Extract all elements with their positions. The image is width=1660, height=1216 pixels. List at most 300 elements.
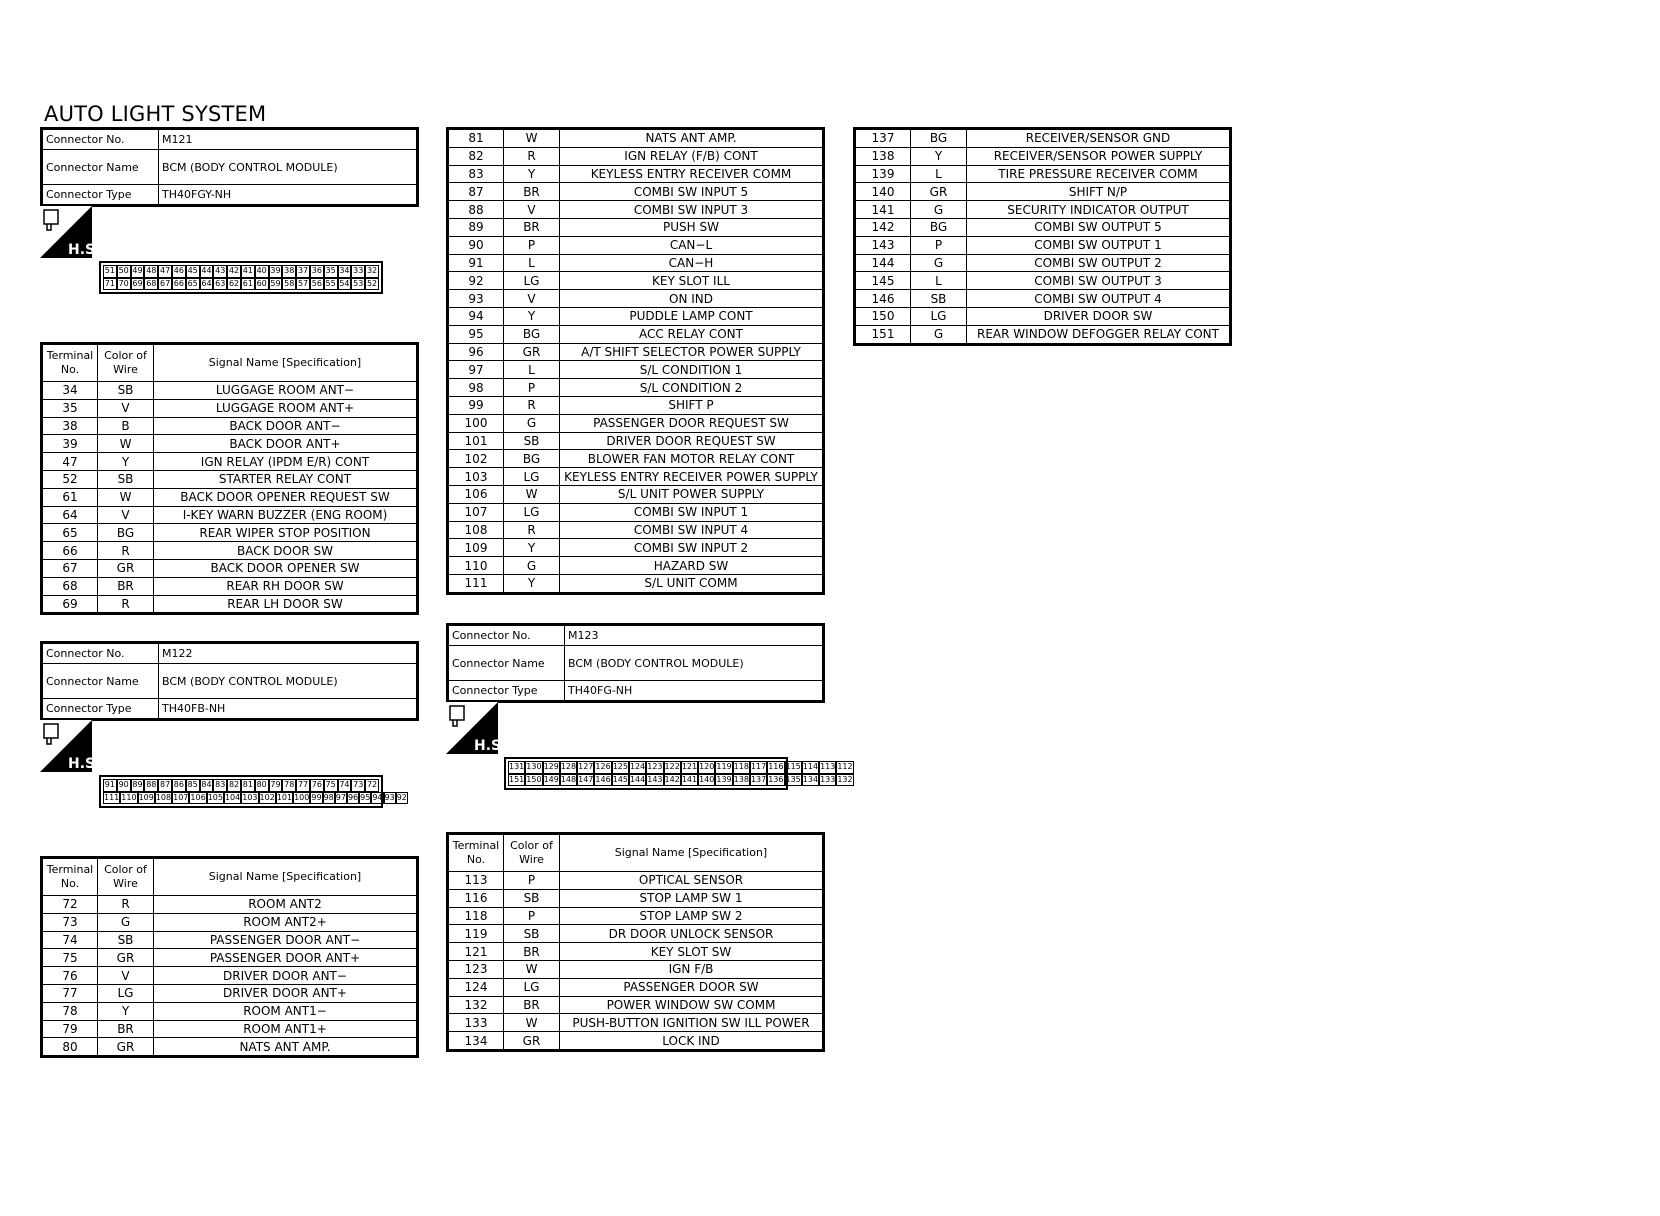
cavity-number: 144 <box>629 774 646 787</box>
color-of-wire-header: Color of Wire <box>98 858 154 896</box>
cavity-number: 77 <box>296 779 310 792</box>
signal-name-cell: DR DOOR UNLOCK SENSOR <box>560 925 824 943</box>
signal-name-cell: REAR WINDOW DEFOGGER RELAY CONT <box>967 325 1231 344</box>
wire-color-cell: R <box>98 896 154 914</box>
cavity-number: 131 <box>508 761 525 774</box>
terminal-no-cell: 142 <box>855 218 911 236</box>
connector-name-value: BCM (BODY CONTROL MODULE) <box>159 150 418 185</box>
wire-color-cell: L <box>504 254 560 272</box>
cavity-number: 73 <box>351 779 365 792</box>
wire-color-cell: LG <box>504 503 560 521</box>
table-row <box>855 290 1231 308</box>
terminal-no-cell: 64 <box>42 506 98 524</box>
signal-name-cell: ACC RELAY CONT <box>560 325 824 343</box>
signal-name-cell: CAN−H <box>560 254 824 272</box>
connector-no-label: Connector No. <box>448 625 565 646</box>
terminal-no-cell: 123 <box>448 960 504 978</box>
terminal-no-cell: 68 <box>42 577 98 595</box>
cavity-number: 80 <box>255 779 269 792</box>
wire-color-cell: BR <box>504 943 560 961</box>
wire-color-cell: Y <box>98 453 154 471</box>
terminal-no-cell: 82 <box>448 147 504 165</box>
signal-name-cell: SHIFT P <box>560 396 824 414</box>
terminal-no-cell: 87 <box>448 183 504 201</box>
terminal-no-cell: 76 <box>42 967 98 985</box>
cavity-number: 92 <box>396 792 408 805</box>
signal-name-cell: BACK DOOR SW <box>154 542 418 560</box>
cavity-number: 87 <box>158 779 172 792</box>
signal-name-cell: S/L CONDITION 1 <box>560 361 824 379</box>
signal-name-cell: NATS ANT AMP. <box>154 1038 418 1057</box>
table-row <box>855 147 1231 165</box>
wire-color-cell: P <box>504 379 560 397</box>
signal-name-cell: BACK DOOR OPENER SW <box>154 559 418 577</box>
table-row <box>42 1020 418 1038</box>
table-row <box>448 325 824 343</box>
terminal-no-cell: 146 <box>855 290 911 308</box>
cavity-number: 59 <box>269 278 283 291</box>
wire-color-cell: W <box>98 488 154 506</box>
signal-name-cell: A/T SHIFT SELECTOR POWER SUPPLY <box>560 343 824 361</box>
cavity-number: 84 <box>200 779 214 792</box>
cavity-number: 33 <box>351 265 365 278</box>
cavity-number: 140 <box>698 774 715 787</box>
terminal-no-cell: 83 <box>448 165 504 183</box>
cavity-number: 124 <box>629 761 646 774</box>
cavity-number: 35 <box>324 265 338 278</box>
wire-color-cell: G <box>911 254 967 272</box>
terminal-no-cell: 103 <box>448 468 504 486</box>
cavity-number: 128 <box>560 761 577 774</box>
table-row <box>448 165 824 183</box>
table-row <box>855 183 1231 201</box>
signal-name-cell: BACK DOOR ANT− <box>154 417 418 435</box>
terminal-no-cell: 107 <box>448 503 504 521</box>
signal-name-cell: COMBI SW INPUT 4 <box>560 521 824 539</box>
wire-color-cell: BR <box>504 996 560 1014</box>
connector-name-value: BCM (BODY CONTROL MODULE) <box>159 664 418 699</box>
wire-color-cell: W <box>504 960 560 978</box>
wire-color-cell: LG <box>504 272 560 290</box>
table-row <box>855 254 1231 272</box>
wire-color-cell: V <box>98 967 154 985</box>
terminal-no-cell: 116 <box>448 889 504 907</box>
cavity-number: 41 <box>241 265 255 278</box>
table-row <box>448 129 824 148</box>
terminal-no-header: Terminal No. <box>448 834 504 872</box>
cavity-number: 32 <box>365 265 379 278</box>
terminal-no-cell: 73 <box>42 913 98 931</box>
wire-color-cell: V <box>504 201 560 219</box>
connector-type-value: TH40FGY-NH <box>159 185 418 206</box>
cavity-number: 90 <box>117 779 131 792</box>
cavity-number: 115 <box>785 761 802 774</box>
cavity-number: 100 <box>293 792 310 805</box>
signal-name-cell: ROOM ANT1− <box>154 1002 418 1020</box>
connector-type-value: TH40FB-NH <box>159 699 418 720</box>
cavity-number: 86 <box>172 779 186 792</box>
signal-name-cell: DRIVER DOOR SW <box>967 307 1231 325</box>
wire-color-cell: Y <box>504 165 560 183</box>
cavity-number: 58 <box>282 278 296 291</box>
signal-name-cell: KEY SLOT SW <box>560 943 824 961</box>
cavity-number: 123 <box>646 761 663 774</box>
table-row <box>42 470 418 488</box>
cavity-number: 111 <box>103 792 120 805</box>
table-row <box>448 236 824 254</box>
connector-name-label: Connector Name <box>42 664 159 699</box>
terminal-no-cell: 95 <box>448 325 504 343</box>
terminal-no-cell: 47 <box>42 453 98 471</box>
terminal-no-cell: 113 <box>448 872 504 890</box>
signal-name-cell: ROOM ANT2+ <box>154 913 418 931</box>
cavity-number: 149 <box>543 774 560 787</box>
cavity-number: 93 <box>384 792 396 805</box>
cavity-number: 108 <box>155 792 172 805</box>
cavity-number: 57 <box>296 278 310 291</box>
signal-name-cell: RECEIVER/SENSOR POWER SUPPLY <box>967 147 1231 165</box>
cavity-number: 116 <box>767 761 784 774</box>
terminal-no-cell: 151 <box>855 325 911 344</box>
terminal-no-cell: 92 <box>448 272 504 290</box>
table-row <box>448 978 824 996</box>
signal-name-cell: COMBI SW INPUT 1 <box>560 503 824 521</box>
terminal-no-cell: 98 <box>448 379 504 397</box>
table-row <box>42 967 418 985</box>
wire-color-cell: P <box>911 236 967 254</box>
table-row <box>42 382 418 400</box>
wire-color-cell: R <box>504 147 560 165</box>
terminal-no-cell: 150 <box>855 307 911 325</box>
terminal-no-cell: 133 <box>448 1014 504 1032</box>
signal-name-cell: OPTICAL SENSOR <box>560 872 824 890</box>
connector-latch <box>504 743 566 757</box>
cavity-number: 132 <box>836 774 853 787</box>
cavity-number: 109 <box>138 792 155 805</box>
cavity-number: 113 <box>819 761 836 774</box>
table-row <box>448 925 824 943</box>
table-row <box>855 165 1231 183</box>
cavity-number: 122 <box>664 761 681 774</box>
table-row <box>448 557 824 575</box>
cavity-number: 148 <box>560 774 577 787</box>
harness-side-icon <box>446 702 507 758</box>
connector-info-m123 <box>446 623 825 703</box>
connector-name-label: Connector Name <box>42 150 159 185</box>
cavity-number: 40 <box>255 265 269 278</box>
terminal-no-cell: 61 <box>42 488 98 506</box>
table-row <box>448 521 824 539</box>
cavity-number: 141 <box>681 774 698 787</box>
cavity-number: 139 <box>715 774 732 787</box>
terminal-no-cell: 137 <box>855 129 911 148</box>
cavity-number: 136 <box>767 774 784 787</box>
cavity-number: 42 <box>227 265 241 278</box>
pin-table-m123-b <box>853 127 1232 346</box>
wire-color-cell: BG <box>504 325 560 343</box>
table-row <box>855 236 1231 254</box>
table-row <box>42 506 418 524</box>
table-row <box>448 290 824 308</box>
wire-color-cell: V <box>98 506 154 524</box>
cavity-number: 117 <box>750 761 767 774</box>
connector-latch <box>99 247 161 261</box>
wire-color-cell: SB <box>98 931 154 949</box>
cavity-number: 55 <box>324 278 338 291</box>
terminal-no-cell: 144 <box>855 254 911 272</box>
terminal-no-header: Terminal No. <box>42 858 98 896</box>
cavity-number: 76 <box>310 779 324 792</box>
table-row <box>42 435 418 453</box>
terminal-no-cell: 93 <box>448 290 504 308</box>
terminal-no-cell: 81 <box>448 129 504 148</box>
hs-label: H.S. <box>474 738 507 754</box>
signal-name-cell: REAR WIPER STOP POSITION <box>154 524 418 542</box>
terminal-no-cell: 38 <box>42 417 98 435</box>
cavity-number: 121 <box>681 761 698 774</box>
table-row <box>448 889 824 907</box>
page-title: AUTO LIGHT SYSTEM <box>44 102 267 126</box>
table-row <box>448 183 824 201</box>
cavity-number: 150 <box>525 774 542 787</box>
table-row <box>855 218 1231 236</box>
table-row <box>448 254 824 272</box>
cavity-number: 64 <box>200 278 214 291</box>
cavity-number: 118 <box>733 761 750 774</box>
table-row <box>448 272 824 290</box>
terminal-no-cell: 134 <box>448 1032 504 1051</box>
cavity-number: 38 <box>282 265 296 278</box>
connector-no-label: Connector No. <box>42 129 159 150</box>
cavity-number: 74 <box>338 779 352 792</box>
cavity-number: 46 <box>172 265 186 278</box>
terminal-no-cell: 78 <box>42 1002 98 1020</box>
hs-label: H.S. <box>68 242 101 258</box>
signal-name-cell: ROOM ANT1+ <box>154 1020 418 1038</box>
terminal-no-cell: 139 <box>855 165 911 183</box>
cavity-number: 47 <box>158 265 172 278</box>
table-row <box>448 343 824 361</box>
wire-color-cell: LG <box>911 307 967 325</box>
signal-name-cell: STOP LAMP SW 1 <box>560 889 824 907</box>
connector-type-label: Connector Type <box>42 185 159 206</box>
signal-name-cell: NATS ANT AMP. <box>560 129 824 148</box>
cavity-number: 96 <box>347 792 359 805</box>
hs-label: H.S. <box>68 756 101 772</box>
wire-color-cell: SB <box>911 290 967 308</box>
terminal-no-cell: 121 <box>448 943 504 961</box>
terminal-no-cell: 97 <box>448 361 504 379</box>
cavity-number: 126 <box>594 761 611 774</box>
table-row <box>855 272 1231 290</box>
cavity-number: 62 <box>227 278 241 291</box>
table-row <box>42 399 418 417</box>
wire-color-cell: R <box>98 595 154 614</box>
connector-no-value: M122 <box>159 643 418 664</box>
wire-color-cell: Y <box>504 539 560 557</box>
wire-color-cell: G <box>98 913 154 931</box>
connector-face-m121 <box>99 247 383 294</box>
cavity-number: 98 <box>323 792 335 805</box>
cavity-number: 69 <box>131 278 145 291</box>
pin-table-m122-a <box>40 856 419 1058</box>
table-row <box>448 396 824 414</box>
table-row <box>42 896 418 914</box>
connector-type-value: TH40FG-NH <box>565 681 824 702</box>
signal-name-cell: BLOWER FAN MOTOR RELAY CONT <box>560 450 824 468</box>
signal-name-cell: PASSENGER DOOR ANT− <box>154 931 418 949</box>
signal-name-cell: KEYLESS ENTRY RECEIVER COMM <box>560 165 824 183</box>
signal-name-cell: REAR LH DOOR SW <box>154 595 418 614</box>
wire-color-cell: G <box>911 325 967 344</box>
terminal-no-cell: 99 <box>448 396 504 414</box>
wire-color-cell: GR <box>504 343 560 361</box>
terminal-no-cell: 75 <box>42 949 98 967</box>
signal-name-cell: DRIVER DOOR REQUEST SW <box>560 432 824 450</box>
wire-color-cell: LG <box>504 468 560 486</box>
connector-name-label: Connector Name <box>448 646 565 681</box>
wire-color-cell: Y <box>504 307 560 325</box>
wire-color-cell: P <box>504 872 560 890</box>
wire-color-cell: R <box>504 396 560 414</box>
terminal-no-cell: 118 <box>448 907 504 925</box>
wire-color-cell: GR <box>911 183 967 201</box>
terminal-no-cell: 100 <box>448 414 504 432</box>
cavity-number: 129 <box>543 761 560 774</box>
terminal-no-cell: 66 <box>42 542 98 560</box>
table-row <box>448 872 824 890</box>
cavity-number: 135 <box>785 774 802 787</box>
table-row <box>448 450 824 468</box>
table-row <box>448 539 824 557</box>
cavity-number: 143 <box>646 774 663 787</box>
wire-color-cell: W <box>504 1014 560 1032</box>
signal-name-cell: ROOM ANT2 <box>154 896 418 914</box>
cavity-number: 51 <box>103 265 117 278</box>
cavity-number: 89 <box>131 779 145 792</box>
pin-table-m122-b <box>446 127 825 595</box>
terminal-no-cell: 143 <box>855 236 911 254</box>
table-row <box>448 468 824 486</box>
cavity-number: 83 <box>213 779 227 792</box>
signal-name-cell: DRIVER DOOR ANT+ <box>154 984 418 1002</box>
signal-name-cell: POWER WINDOW SW COMM <box>560 996 824 1014</box>
wire-color-cell: L <box>911 165 967 183</box>
cavity-number: 94 <box>371 792 383 805</box>
signal-name-header: Signal Name [Specification] <box>154 344 418 382</box>
cavity-number: 130 <box>525 761 542 774</box>
cavity-number: 106 <box>189 792 206 805</box>
table-row <box>42 984 418 1002</box>
wire-color-cell: Y <box>911 147 967 165</box>
wire-color-cell: LG <box>504 978 560 996</box>
terminal-no-cell: 111 <box>448 574 504 593</box>
terminal-no-cell: 79 <box>42 1020 98 1038</box>
signal-name-cell: PUDDLE LAMP CONT <box>560 307 824 325</box>
signal-name-cell: LUGGAGE ROOM ANT+ <box>154 399 418 417</box>
wire-color-cell: L <box>504 361 560 379</box>
connector-no-label: Connector No. <box>42 643 159 664</box>
cavity-number: 71 <box>103 278 117 291</box>
table-row <box>42 542 418 560</box>
wire-color-cell: P <box>504 236 560 254</box>
signal-name-cell: IGN F/B <box>560 960 824 978</box>
signal-name-cell: COMBI SW OUTPUT 1 <box>967 236 1231 254</box>
cavity-number: 56 <box>310 278 324 291</box>
signal-name-cell: PASSENGER DOOR REQUEST SW <box>560 414 824 432</box>
cavity-number: 85 <box>186 779 200 792</box>
table-row <box>42 1002 418 1020</box>
table-row <box>448 943 824 961</box>
cavity-number: 142 <box>664 774 681 787</box>
table-row <box>448 432 824 450</box>
cavity-number: 95 <box>359 792 371 805</box>
table-row <box>448 1032 824 1051</box>
terminal-no-cell: 138 <box>855 147 911 165</box>
terminal-no-cell: 106 <box>448 485 504 503</box>
cavity-number: 82 <box>227 779 241 792</box>
terminal-no-cell: 67 <box>42 559 98 577</box>
terminal-no-cell: 110 <box>448 557 504 575</box>
wire-color-cell: SB <box>504 925 560 943</box>
signal-name-cell: REAR RH DOOR SW <box>154 577 418 595</box>
signal-name-cell: PASSENGER DOOR SW <box>560 978 824 996</box>
wire-color-cell: BR <box>504 218 560 236</box>
terminal-no-cell: 145 <box>855 272 911 290</box>
table-row <box>42 453 418 471</box>
table-row <box>42 949 418 967</box>
cavity-number: 66 <box>172 278 186 291</box>
wire-color-cell: V <box>98 399 154 417</box>
terminal-no-cell: 34 <box>42 382 98 400</box>
cavity-number: 79 <box>269 779 283 792</box>
table-row <box>448 485 824 503</box>
signal-name-cell: KEY SLOT ILL <box>560 272 824 290</box>
terminal-no-cell: 52 <box>42 470 98 488</box>
signal-name-cell: STARTER RELAY CONT <box>154 470 418 488</box>
table-row <box>448 996 824 1014</box>
table-row <box>855 307 1231 325</box>
cavity-number: 75 <box>324 779 338 792</box>
terminal-no-cell: 88 <box>448 201 504 219</box>
cavity-number: 120 <box>698 761 715 774</box>
cavity-number: 127 <box>577 761 594 774</box>
terminal-no-cell: 74 <box>42 931 98 949</box>
table-row <box>448 414 824 432</box>
color-of-wire-header: Color of Wire <box>504 834 560 872</box>
terminal-no-cell: 35 <box>42 399 98 417</box>
harness-side-icon <box>40 720 101 776</box>
table-row <box>42 488 418 506</box>
cavity-number: 48 <box>144 265 158 278</box>
table-row <box>448 907 824 925</box>
signal-name-cell: ON IND <box>560 290 824 308</box>
cavity-number: 44 <box>200 265 214 278</box>
wire-color-cell: G <box>504 414 560 432</box>
cavity-number: 50 <box>117 265 131 278</box>
signal-name-cell: BACK DOOR ANT+ <box>154 435 418 453</box>
cavity-number: 52 <box>365 278 379 291</box>
terminal-no-cell: 119 <box>448 925 504 943</box>
cavity-number: 78 <box>282 779 296 792</box>
signal-name-cell: TIRE PRESSURE RECEIVER COMM <box>967 165 1231 183</box>
wire-color-cell: BR <box>98 1020 154 1038</box>
cavity-number: 119 <box>715 761 732 774</box>
table-row <box>448 361 824 379</box>
wire-color-cell: L <box>911 272 967 290</box>
cavity-number: 54 <box>338 278 352 291</box>
wire-color-cell: P <box>504 907 560 925</box>
